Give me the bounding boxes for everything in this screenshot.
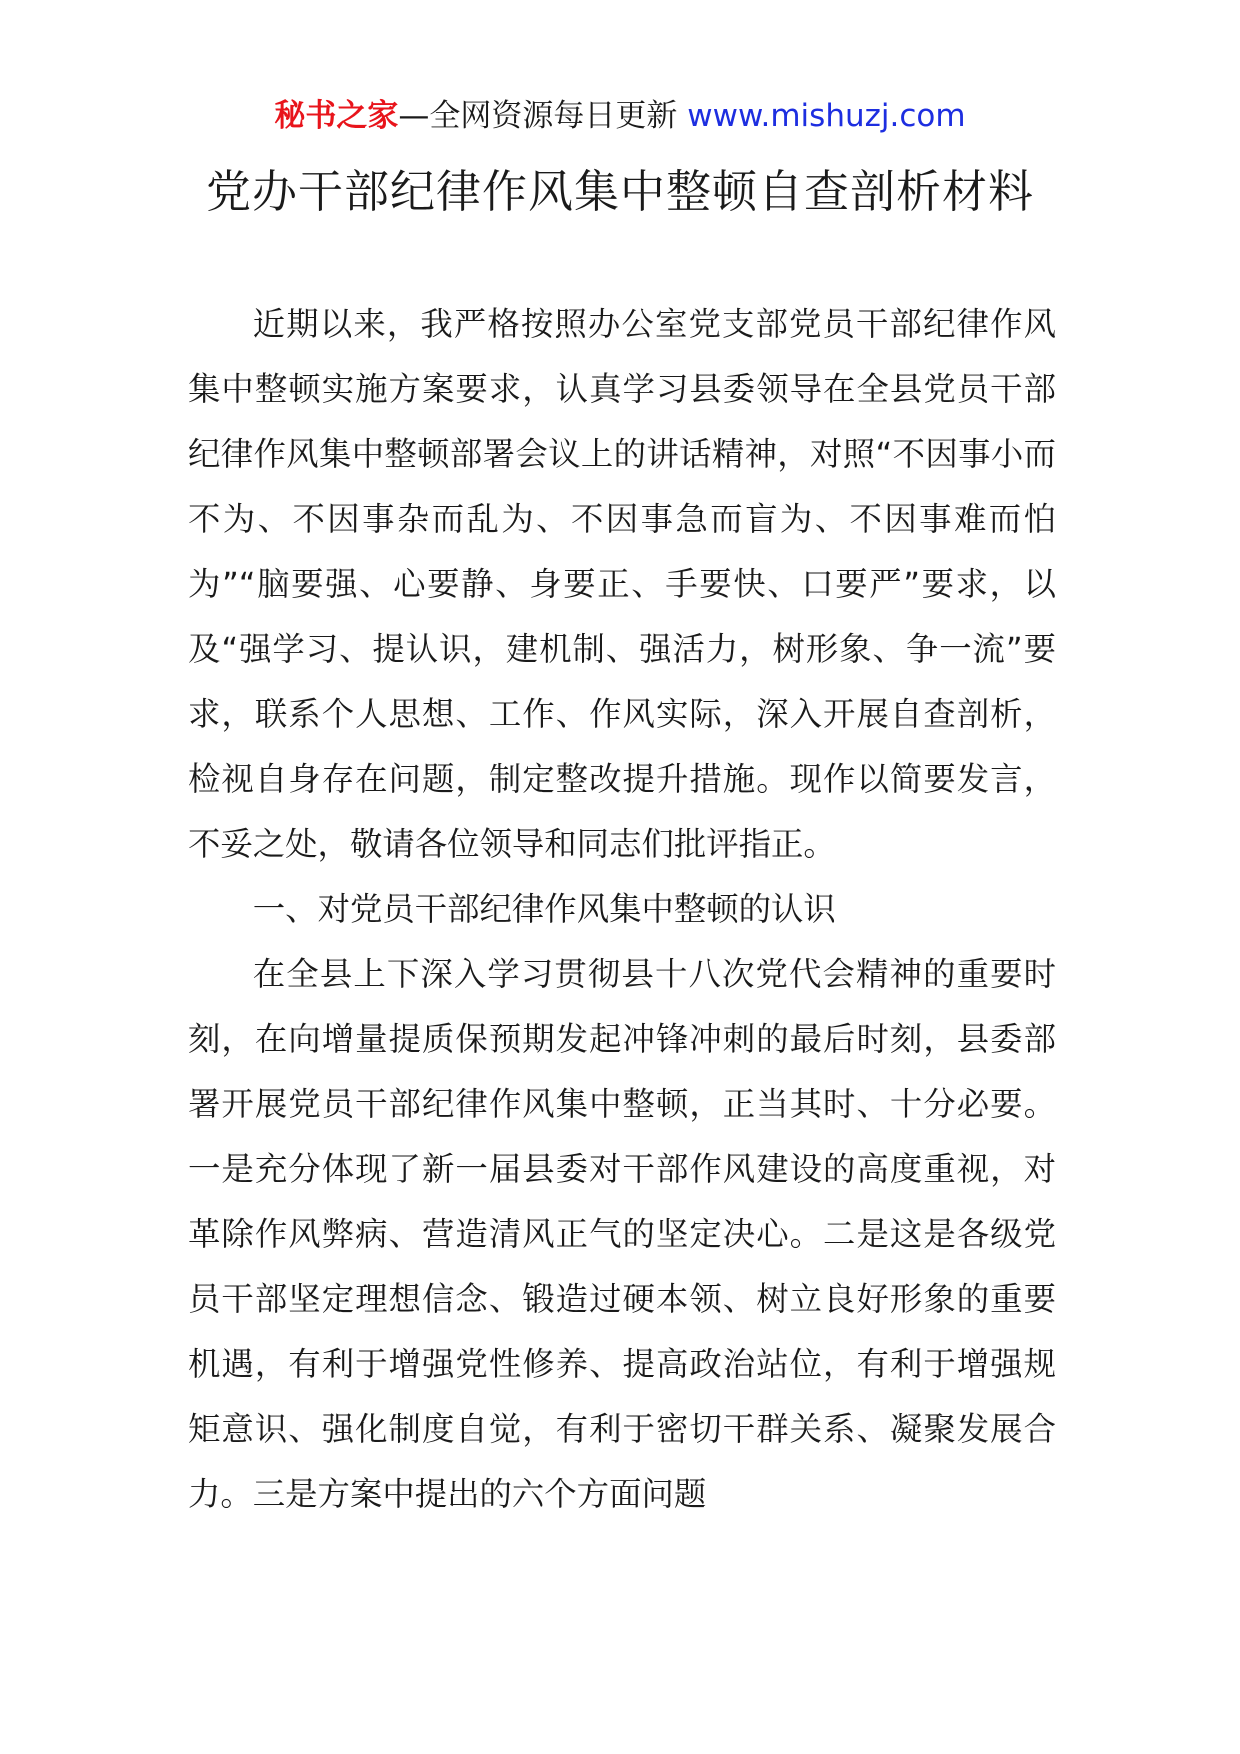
document-body	[188, 292, 1056, 1527]
section-heading: 一、对党员干部纪律作风集中整顿的认识	[252, 890, 836, 928]
site-banner	[0, 96, 1240, 136]
document-title: 党办干部纪律作风集中整顿自查剖析材料	[205, 165, 1034, 218]
brand-name: 秘书之家	[274, 98, 399, 134]
banner-tagline: —全网资源每日更新	[398, 98, 678, 134]
body-paragraph: 在全县上下深入学习贯彻县十八次党代会精神的重要时刻，在向增量提质保预期发起冲锋冲刺的最后时刻，县委部署开展党员干部纪律作风集中整顿，正当其时、十分必要。一是充分体现了新一届县委对干部作风建设的高度重视，对革除作风弊病、营造清风正气的坚定决心。二是这是各级党员干部坚定理想信念、锻造过硬本领、树立良好形象的重要机遇，有利于增强党性修养、提高政治站位，有利于增强规矩意识、强化制度自觉，有利于密切干群关系、凝聚发展合力。三是方案中提出的六个方面问题	[188, 955, 1056, 1513]
site-url-link[interactable]: www.mishuzj.com	[687, 98, 966, 134]
intro-paragraph: 近期以来，我严格按照办公室党支部党员干部纪律作风集中整顿实施方案要求，认真学习县委领导在全县党员干部纪律作风集中整顿部署会议上的讲话精神，对照“不因事小而不为、不因事杂而乱为、不因事急而盲为、不因事难而怕为”“脑要强、心要静、身要正、手要快、口要严”要求，以及“强学习、提认识，建机制、强活力，树形象、争一流”要求，联系个人思想、工作、作风实际，深入开展自查剖析，检视自身存在问题，制定整改提升措施。现作以简要发言，不妥之处，敬请各位领导和同志们批评指正。	[188, 305, 1056, 863]
